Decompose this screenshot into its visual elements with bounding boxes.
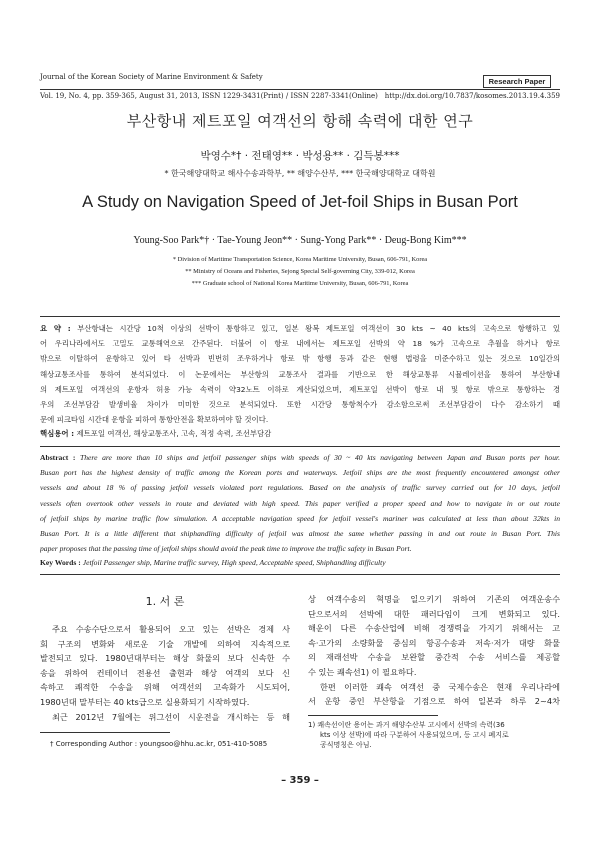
authors-english: Young-Soo Park*† · Tae-Young Jeon** · Sung-Yong Park** · Deug-Bong Kim***: [133, 235, 467, 246]
title-english: A Study on Navigation Speed of Jet-foil Ships in Busan Port: [82, 193, 518, 211]
title-korean: 부산항내 제트포일 여객선의 항해 속력에 대한 연구: [126, 112, 474, 130]
abstract-rule-mid: [40, 446, 560, 447]
footnote-rule-right: [308, 715, 438, 716]
intro-left-column: 주요 수송수단으로서 활용되어 오고 있는 선박은 경제 사 회 구조의 변화와 새로운 기술 개발에 의하여 지속적으로 발전되고 있다. 1980년대부터는 해상 화물의 보다 신속한 수 송을 위하여 컨테이너 전용선 출현과 해상 여객의 보다 신 속하고 쾌적한 수송을 위해 여객선의 고속화가 시도되어, 1980년대 말부터는 40 kts급으로 실용화되기 시작하였다. 최근 2012년 7월에는 위그선이 시운전을 개시하는 등 해: [40, 624, 290, 722]
affiliation-en-1: * Division of Maritime Transportation Science, Korea Maritime University, Busan, 606-791, Korea: [172, 256, 428, 263]
abstract-en-label: Abstract :: [40, 453, 76, 462]
affiliation-en-2: ** Ministry of Oceans and Fisheries, Sejong Special Self-governing City, 339-012, Korea: [185, 268, 415, 275]
page-number: – 359 –: [281, 775, 319, 786]
footnote-rule-left: [40, 732, 170, 733]
authors-korean: 박영수*† · 전태영** · 박성용** · 김득봉***: [200, 150, 400, 162]
volume-info: Vol. 19, No. 4, pp. 359-365, August 31, 2013, ISSN 1229-3431(Print) / ISSN 2287-3341(Online): [40, 92, 378, 100]
footnote-1: 1) 쾌속선이란 용어는 과거 해양수산부 고시에서 선박의 속력(36 kts 이상 선박)에 따라 구분하여 사용되었으며, 등 고시 폐지로 공식명칭은 아님.: [308, 721, 509, 749]
abstract-rule-bottom: [40, 574, 560, 575]
abstract-kr-label: 요 약 :: [40, 324, 71, 333]
abstract-english: Abstract : There are more than 10 ships and jetfoil passenger ships with speeds of 30 ~ 40 kts navigating between Japan and Busan ports per hour. Busan port has the highest density of traffic among the Korean ports and waterways. Jetfoil ships are the most frequently encountered amongst other vessels and about 18 % of passing jetfoil vessels violated port regulations. Based on the analysis of traffic survey carried out for 10 days, jetfoil vessels often overtook other vessels in route and deviated with high speed. This paper verified a proper speed and how to navigate in or out route of jetfoil ships by marine traffic flow simulation. A acceptable navigation speed for jetfoil vessel's mariner was calculated at less than about 32kts in Busan Port. It is a little different that shiphandling difficulty of jetfoil was almost the same whether passing in and out route in Busan Port. This paper proposes that the passing time of jetfoil ships should avoid the peak time to improve the traffic safety in Busan Port.: [40, 453, 560, 554]
intro-right-column: 상 여객수송의 혁명을 일으키기 위하여 기존의 여객운송수 단으로서의 선박에 대한 패러다임이 크게 변화되고 있다. 해운이 다른 수송산업에 비해 경쟁력을 가지기 위해서는 고 속·고가의 소량화물 중심의 항공수송과 저속·저가 대량 화물 의 재래선박 수송을 보완할 중간적 수송 서비스를 제공할 수 있는 쾌속선1) 이 필요하다. 한편 이러한 쾌속 여객선 중 국제수송은 현재 우리나라에 서 운항 중인 부산항을 기점으로 하여 일본과 하루 2~4차: [308, 594, 560, 707]
keywords-english: Key Words : Jetfoil Passenger ship, Marine traffic survey, High speed, Acceptable speed, Shiphandling difficulty: [40, 558, 386, 567]
affiliation-en-3: *** Graduate school of National Korea Maritime University, Busan, 606-791, Korea: [191, 280, 409, 287]
corresponding-author: † Corresponding Author : youngsoo@hhu.ac.kr, 051-410-5085: [50, 740, 268, 748]
doi-link[interactable]: http://dx.doi.org/10.7837/kosomes.2013.19.4.359: [384, 92, 560, 100]
keywords-kr-label: 핵심용어 :: [40, 429, 75, 438]
affiliations-korean: * 한국해양대학교 해사수송과학부, ** 해양수산부, *** 한국해양대학교 대학원: [164, 169, 436, 178]
keywords-en-label: Key Words :: [40, 558, 81, 567]
keywords-korean: 핵심용어 : 제트포일 여객선, 해상교통조사, 고속, 적정 속력, 조선부담감: [40, 429, 272, 438]
article-type-badge: Research Paper: [483, 75, 551, 88]
abstract-korean: 요 약 : 부산항내는 시간당 10척 이상의 선박이 통항하고 있고, 일본 왕복 제트포일 여객선이 30 kts ~ 40 kts의 고속으로 항행하고 있 어 우리나라에서도 고밀도 교통해역으로 간주된다. 더불어 이 항로 내에서는 제트포일 선박의 약 18 %가 고속으로 추월을 하거나 항로 밖으로 이탈하여 운항하고 있어 타 선박과 빈번히 조우하거나 항로 밖 항행 등과 같은 현행 법령을 미준수하고 있는 것으로 10일간의 해상교통조사를 통하여 분석되었다. 이 논문에서는 부산항의 교통조사 결과를 기반으로 한 해상교통류 시뮬레이션을 통하여 부산항내 의 제트포일 여객선의 운항자 허용 가능 속력이 약32노트 이하로 계산되었으며, 제트포일 선박이 항로 내 및 항로 밖으로 통항하는 경 우의 조선부담감 발생비율 차이가 미미한 것으로 분석되었다. 또한 시간당 통항척수가 감소함으로써 조선부담감이 다수 감소하기 때 문에 피크타임 시간대 운항을 피하여 통항안전을 확보하여야 할 것이다.: [40, 324, 560, 425]
abstract-rule-top: [40, 316, 560, 317]
header-rule-top: [40, 89, 560, 90]
section-heading-introduction: 1. 서 론: [145, 595, 185, 608]
journal-name: Journal of the Korean Society of Marine Environment & Safety: [40, 73, 263, 81]
